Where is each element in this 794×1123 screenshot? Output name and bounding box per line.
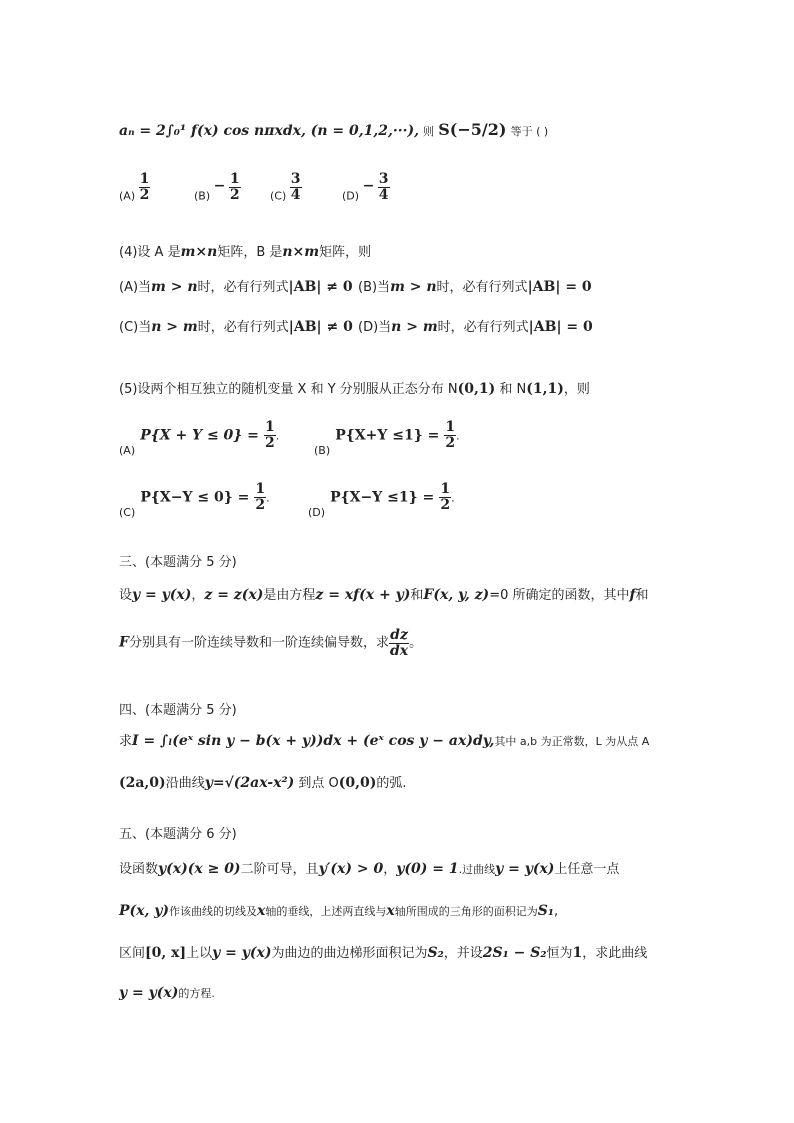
q5-option-b[interactable]: $_{(B)}$ P{X+Y ≤1} = $\frac{1}{2}$ . bbox=[314, 419, 460, 457]
fourier-coefficient-formula: aₙ = 2∫₀¹ f(x) cos nπxdx, (n = 0,1,2,···), bbox=[119, 123, 419, 139]
option-b[interactable]: (B) − $\frac{1}{2}$ bbox=[194, 171, 240, 203]
q5-option-a[interactable]: $_{(A)}$ P{X + Y ≤ 0} = $\frac{1}{2}$ . bbox=[119, 419, 280, 457]
q4-option-b[interactable]: (B)当m > n时，必有行列式|AB| = 0 bbox=[358, 279, 592, 295]
option-c[interactable] bbox=[270, 172, 302, 202]
q5-option-c[interactable]: $_{(C)}$ P{X−Y ≤ 0} = $\frac{1}{2}$ . bbox=[119, 481, 270, 519]
q5-stem: (5)设两个相互独立的随机变量 X 和 Y 分别服从正态分布 N(0,1) 和 N(1,1)，则 bbox=[119, 381, 590, 397]
q-prev-stem bbox=[119, 122, 548, 138]
option-label: (D) bbox=[342, 189, 360, 203]
determinant: |AB| = 0 bbox=[527, 279, 592, 295]
dim-b: n×m bbox=[282, 244, 320, 260]
option-label: (A) bbox=[119, 189, 136, 203]
option-fraction: $\frac{3}{4}$ bbox=[378, 171, 389, 203]
q4-option-a[interactable]: (A)当m > n时，必有行列式|AB| ≠ 0 bbox=[119, 279, 353, 295]
section-3-heading: 三、(本题满分 5 分) bbox=[119, 555, 237, 570]
s-arg-expression: S(−5/2) bbox=[438, 120, 507, 139]
option-label: (B) bbox=[194, 189, 211, 203]
q-prev-tail-text: 等于 ( ) bbox=[510, 125, 549, 138]
q-prev-mid-text: 则 bbox=[423, 125, 435, 138]
q5-option-d[interactable]: $_{(D)}$ P{X−Y ≤1} = $\frac{1}{2}$ . bbox=[308, 481, 455, 519]
option-a[interactable] bbox=[119, 172, 150, 202]
option-d[interactable]: (D) − $\frac{3}{4}$ bbox=[342, 171, 389, 203]
option-fraction: $\frac{1}{2}$ bbox=[229, 171, 240, 203]
determinant: |AB| ≠ 0 bbox=[288, 279, 353, 295]
section-5-line-2: P(x, y)作该曲线的切线及x轴的垂线，上述两直线与x轴所围成的三角形的面积记为S₁, bbox=[119, 903, 559, 919]
normal-dist-2: (1,1) bbox=[526, 381, 564, 397]
q4-stem: (4)设 A 是m×n矩阵，B 是n×m矩阵，则 bbox=[119, 244, 372, 260]
determinant: |AB| ≠ 0 bbox=[288, 319, 353, 335]
section-4-heading: 四、(本题满分 5 分) bbox=[119, 703, 237, 718]
curve-expression: y=√(2ax-x²) bbox=[204, 775, 295, 791]
section-5-line-3: 区间[0, x]上以y = y(x)为曲边的曲边梯形面积记为S₂，并设2S₁ − S₂恒为1，求此曲线 bbox=[119, 945, 648, 961]
dim-a: m×n bbox=[180, 244, 218, 260]
point-o: (0,0) bbox=[338, 775, 377, 791]
determinant: |AB| = 0 bbox=[528, 319, 593, 335]
section-4-line-2: (2a,0)沿曲线y=√(2ax-x²) 到点 O(0,0)的弧. bbox=[119, 775, 407, 791]
dz-dx-fraction: $\frac{dz}{dx}$ bbox=[389, 627, 409, 659]
q4-option-c[interactable]: (C)当n > m时，必有行列式|AB| ≠ 0 bbox=[119, 319, 353, 335]
section-3-line-1: 设y = y(x)，z = z(x)是由方程z = xf(x + y)和F(x, y, z)=0 所确定的函数，其中f和 bbox=[119, 587, 649, 603]
section-5-line-4: y = y(x)的方程. bbox=[119, 985, 215, 1001]
option-fraction: $\frac{3}{4}$ bbox=[290, 171, 301, 203]
option-fraction: $\frac{1}{2}$ bbox=[139, 171, 150, 203]
section-4-line-1: 求I = ∫ₗ(eˣ sin y − b(x + y))dx + (eˣ cos y − ax)dy,其中 a,b 为正常数，L 为从点 A bbox=[119, 733, 650, 749]
section-3-line-2: F分别具有一阶连续导数和一阶连续偏导数，求 $\frac{dz}{dx}$ 。 bbox=[119, 627, 423, 659]
option-label: (C) bbox=[270, 189, 287, 203]
point-a: (2a,0) bbox=[119, 775, 166, 791]
section-5-heading: 五、(本题满分 6 分) bbox=[119, 827, 237, 842]
section-5-line-1: 设函数y(x)(x ≥ 0)二阶可导，且y′(x) > 0，y(0) = 1.过曲线y = y(x)上任意一点 bbox=[119, 861, 620, 877]
line-integral: I = ∫ₗ(eˣ sin y − b(x + y))dx + (eˣ cos y − ax)dy, bbox=[132, 733, 495, 749]
normal-dist-1: (0,1) bbox=[457, 381, 496, 397]
q4-option-d[interactable]: (D)当n > m时，必有行列式|AB| = 0 bbox=[358, 319, 593, 335]
